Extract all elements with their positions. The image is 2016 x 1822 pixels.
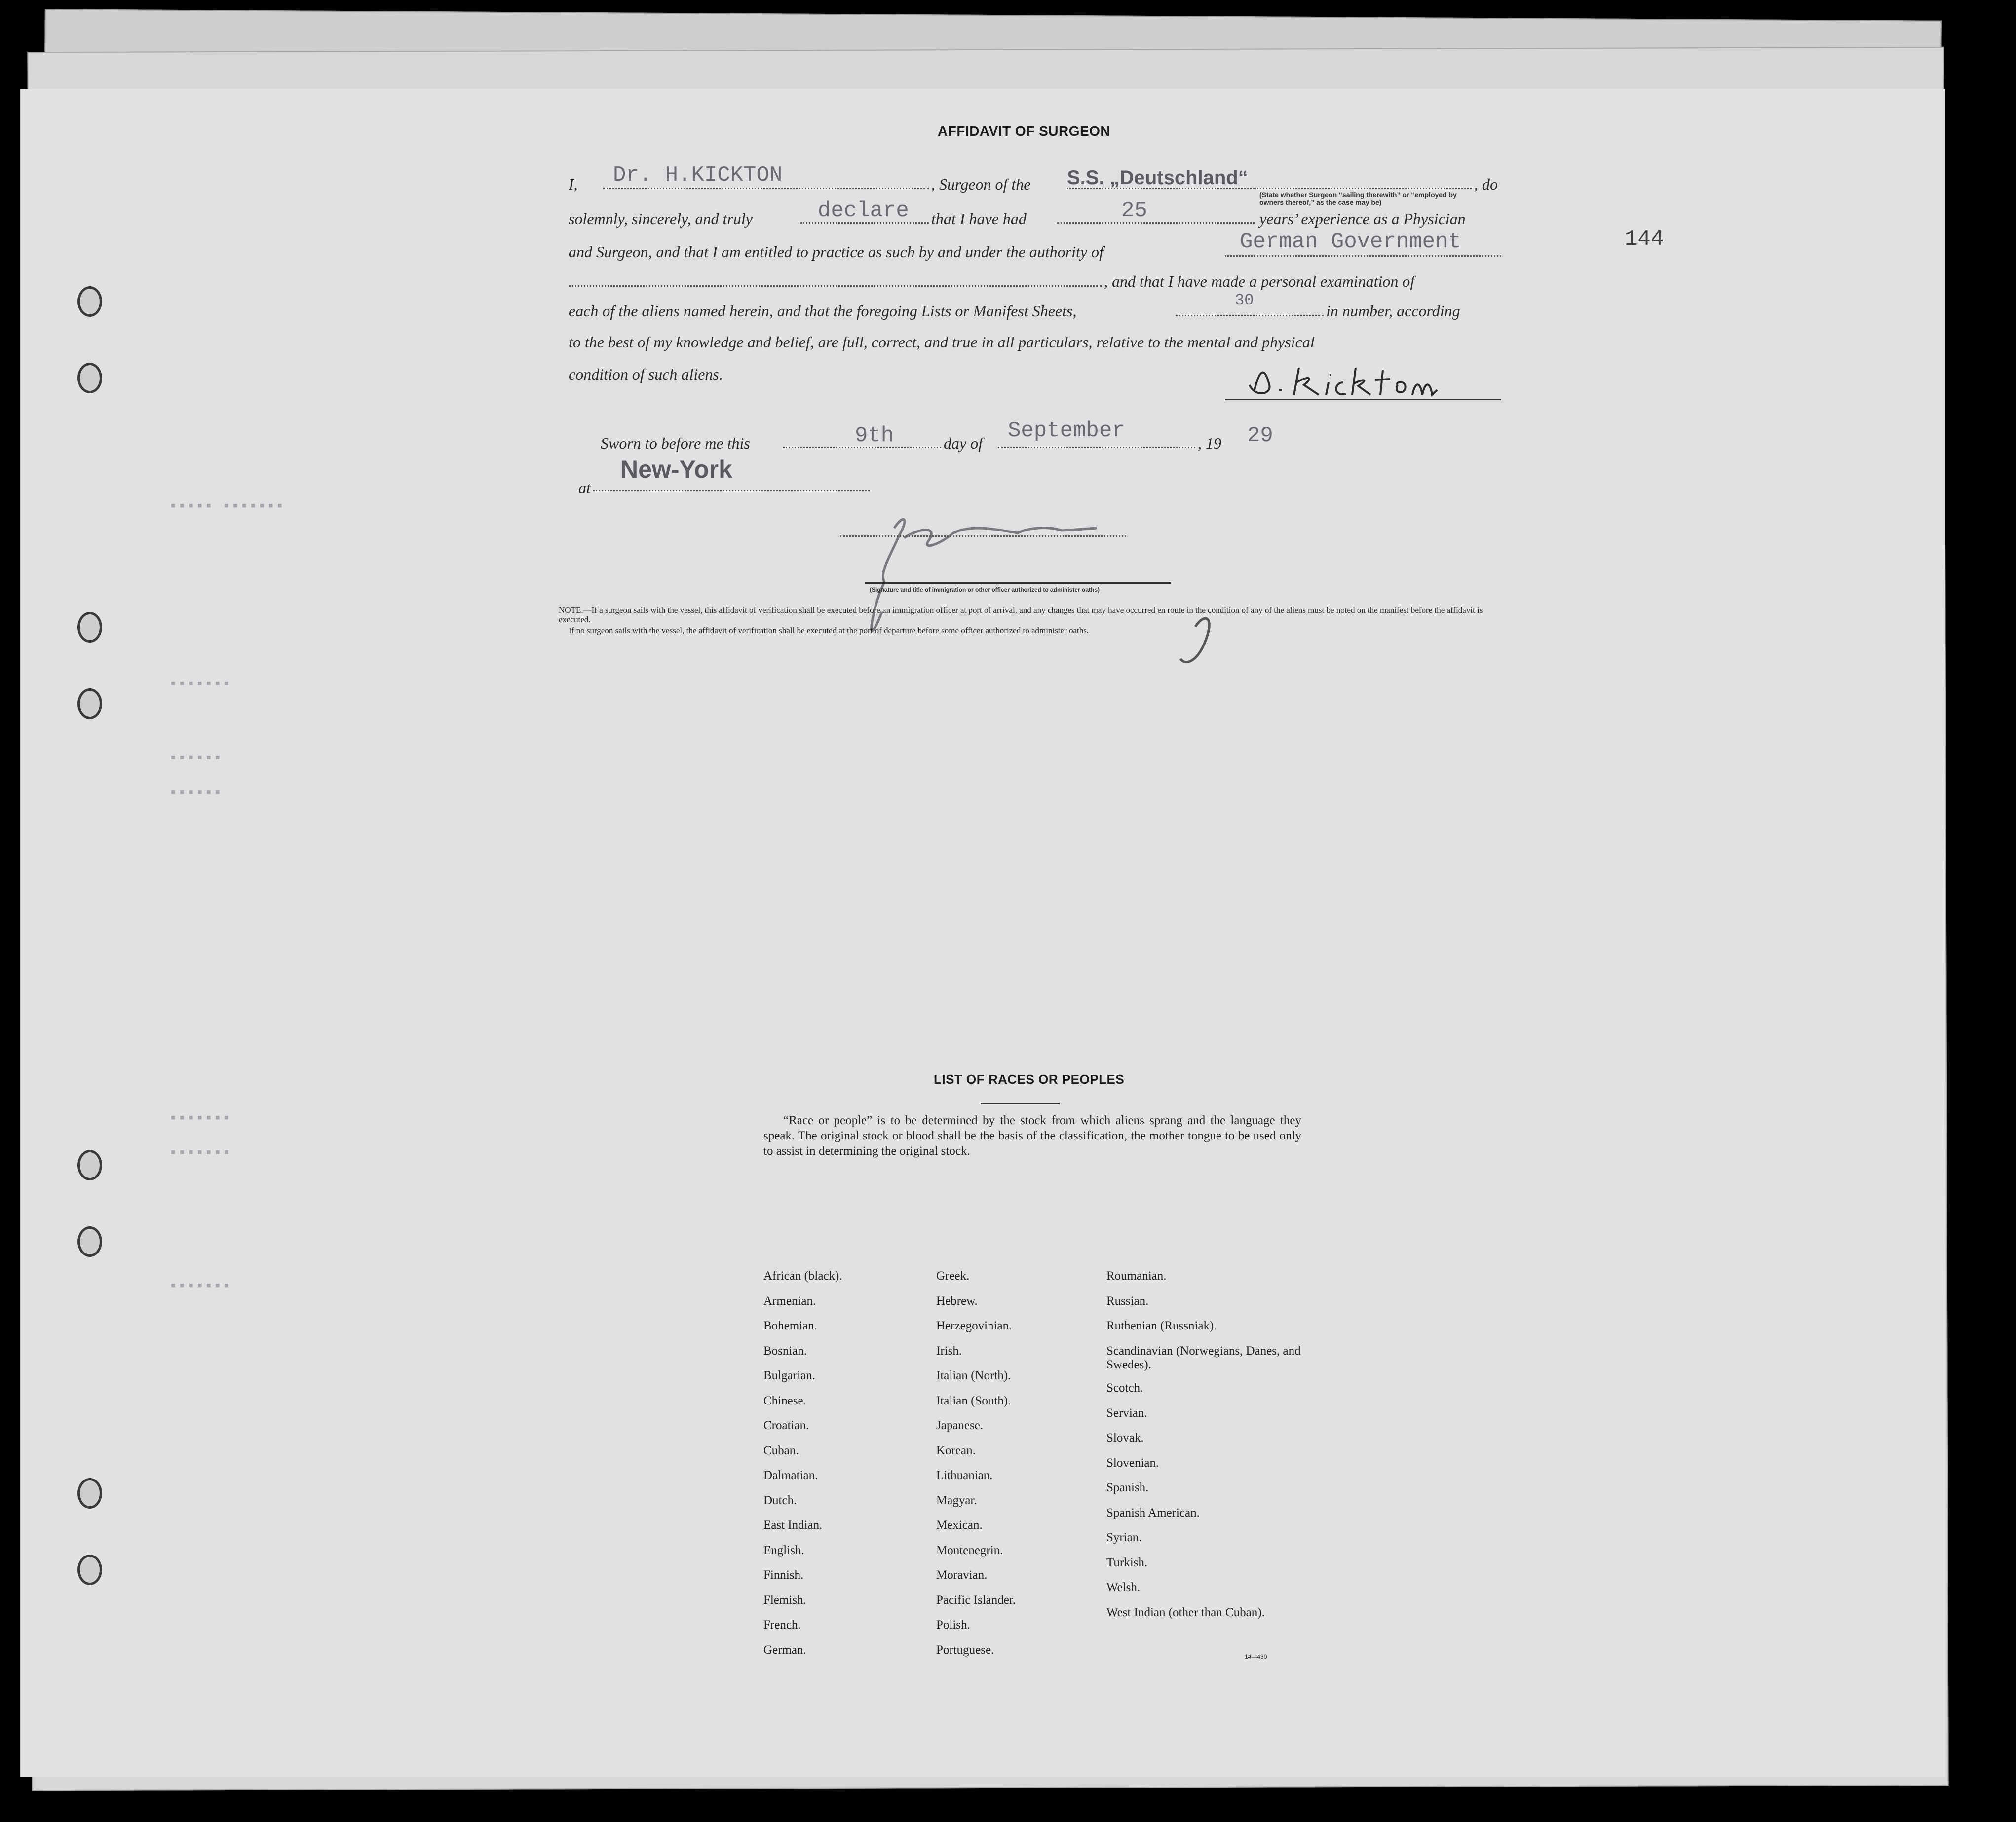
years-experience: 25 — [1121, 198, 1147, 223]
race-item: Roumanian. — [1106, 1269, 1167, 1283]
authority-name: German Government — [1240, 229, 1461, 254]
race-item: Bohemian. — [763, 1319, 818, 1332]
race-item: Japanese. — [936, 1419, 984, 1432]
race-item: Montenegrin. — [936, 1543, 1003, 1557]
race-item: Armenian. — [763, 1294, 816, 1308]
fill-line — [603, 188, 929, 189]
ship-name: S.S. „Deutschland“ — [1067, 167, 1248, 189]
punch-hole — [77, 363, 102, 393]
bleed-through-mark: ▪▪▪▪▪▪▪ — [169, 1145, 231, 1162]
fill-line — [1057, 222, 1255, 224]
race-item: English. — [763, 1543, 804, 1557]
race-item: Turkish. — [1106, 1556, 1148, 1569]
punch-hole — [77, 1555, 102, 1585]
bleed-through-mark: ▪▪▪▪▪▪▪ — [169, 1110, 231, 1127]
race-item: Hebrew. — [936, 1294, 978, 1308]
race-item: Magyar. — [936, 1493, 977, 1507]
race-item: Portuguese. — [936, 1643, 994, 1657]
race-item: Finnish. — [763, 1568, 804, 1582]
officer-signature-line — [865, 582, 1171, 584]
race-item: West Indian (other than Cuban). — [1106, 1605, 1265, 1619]
place-stamp: New-York — [620, 456, 732, 483]
bleed-through-mark: ▪▪▪▪▪▪▪ — [169, 1278, 231, 1295]
race-item: German. — [763, 1643, 806, 1657]
race-item: Mexican. — [936, 1518, 983, 1532]
sheets-count: 30 — [1235, 291, 1254, 309]
race-item: Welsh. — [1106, 1581, 1141, 1594]
punch-hole — [77, 688, 102, 719]
race-item: Bosnian. — [763, 1344, 807, 1358]
signature-line — [1225, 399, 1501, 400]
fill-line — [569, 285, 1102, 287]
affidavit-text: and Surgeon, and that I am entitled to practice as such by and under the authority of — [569, 243, 1103, 261]
fill-line — [1255, 188, 1472, 189]
form-number: 14—430 — [1245, 1653, 1267, 1660]
fill-line — [840, 535, 1126, 537]
races-intro: “Race or people” is to be determined by the stock from which aliens sprang and the language they speak. The original stock or blood shall be the basis of the classification, the mother tongue to be used only to assist in determining the original stock. — [763, 1114, 1301, 1158]
race-item: Spanish. — [1106, 1481, 1149, 1494]
surgeon-signature — [1225, 355, 1501, 405]
race-item: Chinese. — [763, 1394, 806, 1407]
affidavit-text: condition of such aliens. — [569, 365, 723, 383]
races-heading: LIST OF RACES OR PEOPLES — [934, 1072, 1125, 1087]
punch-hole — [77, 286, 102, 317]
affidavit-text: solemnly, sincerely, and truly — [569, 210, 753, 228]
fill-line — [1225, 255, 1501, 257]
affidavit-text: , 19 — [1198, 434, 1221, 452]
race-item: Polish. — [936, 1618, 970, 1632]
affidavit-text: , and that I have made a personal examination of — [1104, 272, 1415, 290]
affidavit-text: , Surgeon of the — [931, 175, 1031, 193]
race-item: Greek. — [936, 1269, 970, 1283]
affidavit-text: each of the aliens named herein, and that the foregoing Lists or Manifest Sheets, — [569, 302, 1077, 320]
bleed-through-mark: ▪▪▪▪▪▪ — [169, 785, 223, 801]
race-item: Cuban. — [763, 1443, 799, 1457]
affidavit-text: , do — [1474, 175, 1498, 193]
race-item: Slovenian. — [1106, 1456, 1159, 1470]
race-item: Pacific Islander. — [936, 1593, 1016, 1607]
fill-line — [593, 490, 870, 491]
punch-hole — [77, 612, 102, 643]
race-item: Italian (South). — [936, 1394, 1011, 1407]
affidavit-text: I, — [569, 175, 578, 193]
race-item: Flemish. — [763, 1593, 806, 1607]
fill-line — [998, 447, 1195, 448]
race-item: Servian. — [1106, 1406, 1147, 1420]
state-note: (State whether Surgeon “sailing therewith” or “employed by owners thereof,” as the case may be) — [1259, 191, 1457, 206]
manifest-page — [20, 89, 1945, 1777]
sworn-day: 9th — [855, 423, 894, 448]
race-item: Dutch. — [763, 1493, 797, 1507]
affidavit-text: in number, according — [1326, 302, 1460, 320]
race-item: Ruthenian (Russniak). — [1106, 1319, 1217, 1332]
bleed-through-mark: ▪▪▪▪▪▪▪ — [169, 676, 231, 693]
affidavit-text: years’ experience as a Physician — [1259, 210, 1466, 228]
bleed-through-mark: ▪▪▪▪▪ ▪▪▪▪▪▪▪ — [169, 498, 285, 515]
bleed-through-mark: ▪▪▪▪▪▪ — [169, 750, 223, 767]
punch-hole — [77, 1478, 102, 1509]
race-item: Scotch. — [1106, 1381, 1143, 1395]
affidavit-text: that I have had — [931, 210, 1027, 228]
race-item: Slovak. — [1106, 1431, 1144, 1444]
race-item: Bulgarian. — [763, 1369, 815, 1382]
race-item: Lithuanian. — [936, 1469, 993, 1482]
race-item: Russian. — [1106, 1294, 1149, 1308]
sworn-month: September — [1008, 418, 1125, 443]
race-item: Spanish American. — [1106, 1506, 1200, 1519]
declare-word: declare — [818, 198, 909, 223]
note-no-surgeon: If no surgeon sails with the vessel, the affidavit of verification shall be executed at the port of departure before some officer authorized to administer oaths. — [569, 626, 1089, 635]
race-item: Italian (North). — [936, 1369, 1011, 1382]
fill-line — [1176, 315, 1324, 316]
punch-hole — [77, 1226, 102, 1257]
race-item: African (black). — [763, 1269, 842, 1283]
affidavit-text: day of — [944, 434, 983, 452]
race-item: Dalmatian. — [763, 1469, 818, 1482]
surgeon-name: Dr. H.KICKTON — [613, 163, 783, 188]
race-item: Korean. — [936, 1443, 976, 1457]
punch-hole — [77, 1150, 102, 1180]
race-item: French. — [763, 1618, 801, 1632]
officer-caption: (Signature and title of immigration or other officer authorized to administer oaths) — [870, 586, 1100, 593]
race-item: Irish. — [936, 1344, 962, 1358]
page-number: 144 — [1625, 227, 1664, 252]
race-item: Herzegovinian. — [936, 1319, 1012, 1332]
affidavit-text: Sworn to before me this — [601, 434, 750, 452]
race-item: Syrian. — [1106, 1531, 1142, 1544]
races-divider — [981, 1103, 1060, 1104]
affidavit-heading: AFFIDAVIT OF SURGEON — [938, 123, 1111, 139]
affidavit-text: at — [578, 479, 591, 496]
note-surgeon: NOTE.—If a surgeon sails with the vessel, this affidavit of verification shall be executed before an immigration officer at port of arrival, and any changes that may have occurred en route in the condition of any of the aliens must be noted on the manifest before the affidavit is executed. — [559, 606, 1483, 624]
race-item: Moravian. — [936, 1568, 988, 1582]
race-item: Scandinavian (Norwegians, Danes, and Swedes). — [1106, 1344, 1301, 1371]
race-item: Croatian. — [763, 1419, 809, 1432]
sworn-year: 29 — [1247, 423, 1273, 448]
affidavit-text: to the best of my knowledge and belief, are full, correct, and true in all particulars, relative to the mental and physical — [569, 333, 1315, 351]
race-item: East Indian. — [763, 1518, 823, 1532]
